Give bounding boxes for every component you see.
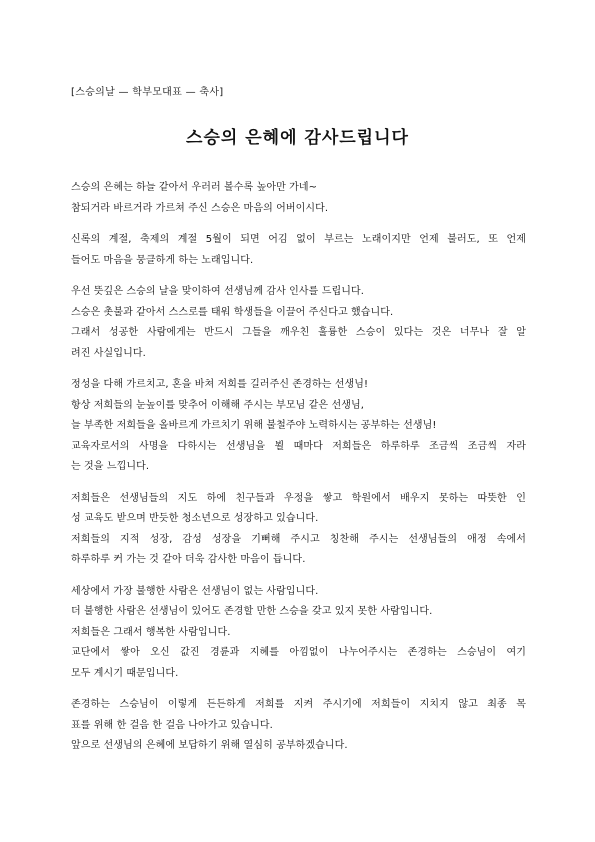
text-line: 정성을 다해 가르치고, 혼을 바쳐 저희를 길러주신 존경하는 선생님! — [71, 379, 369, 390]
text-line: 하루하루 커 가는 것 같아 더욱 감사한 마음이 듭니다. — [71, 554, 306, 565]
text-line: 표를 위해 한 걸음 한 걸음 나아가고 있습니다. — [71, 719, 273, 731]
paragraph — [71, 489, 526, 571]
paragraph — [71, 582, 526, 685]
text-line: 그래서 성공한 사람에게는 반드시 그들을 깨우친 훌륭한 스승이 있다는 것은 너무나 잘 알 — [71, 327, 526, 338]
text-line: 항상 저희들의 눈높이를 맞추어 이해해 주시는 부모님 같은 선생님, — [71, 399, 365, 411]
text-line: 저희들은 그래서 행복한 사람입니다. — [71, 626, 231, 638]
text-line: 신록의 계절, 축제의 계절 5월이 되면 어김 없이 부르는 노래이지만 언제 불러도, 또 언제 — [71, 234, 526, 245]
text-line: 성 교육도 받으며 반듯한 청소년으로 성장하고 있습니다. — [71, 513, 319, 524]
text-line: 모두 계시기 때문입니다. — [71, 667, 179, 679]
text-line: 교육자로서의 사명을 다하시는 선생님을 뵐 때마다 저희들은 하루하루 조금씩 조금씩 자라 — [71, 440, 526, 452]
paragraph — [71, 230, 526, 271]
text-line: 저희들의 지적 성장, 감성 성장을 기뻐해 주시고 칭찬해 주시는 선생님들의 애정 속에서 — [71, 533, 526, 545]
text-line: 스승은 촛불과 같아서 스스로를 태워 학생들을 이끌어 주신다고 했습니다. — [71, 306, 394, 318]
paragraph — [71, 282, 526, 364]
paragraph — [71, 695, 526, 757]
text-line: 더 불행한 사람은 선생님이 있어도 존경할 만한 스승을 갖고 있지 못한 사람입니다. — [71, 606, 433, 617]
text-line: 우선 뜻깊은 스승의 날을 맞이하여 선생님께 감사 인사를 드립니다. — [71, 286, 365, 297]
text-line: 존경하는 스승님이 이렇게 든든하게 저희를 지켜 주시기에 저희들이 지치지 않고 최종 목 — [71, 699, 526, 710]
text-line: 교단에서 쌓아 오신 값진 경륜과 지혜를 아낌없이 나누어주시는 존경하는 스승님이 여기 — [71, 647, 526, 658]
text-line: 저희들은 선생님들의 지도 하에 친구들과 우정을 쌓고 학원에서 배우지 못하는 따뜻한 인 — [71, 492, 526, 504]
text-line: 들어도 마음을 뭉클하게 하는 노래입니다. — [71, 254, 254, 266]
text-line: 려진 사실입니다. — [71, 347, 146, 359]
text-line: 앞으로 선생님의 은혜에 보답하기 위해 열심히 공부하겠습니다. — [71, 740, 348, 751]
text-line: 참되거라 바르거라 가르쳐 주신 스승은 마음의 어버이시다. — [71, 202, 329, 214]
paragraph — [71, 178, 526, 219]
text-line: 스승의 은혜는 하늘 같아서 우러러 볼수록 높아만 가네~ — [71, 182, 318, 193]
text-line: 늘 부족한 저희들을 올바르게 가르치기 위해 불철주야 노력하시는 공부하는 선생님! — [71, 420, 437, 431]
text-line: 세상에서 가장 불행한 사람은 선생님이 없는 사람입니다. — [71, 585, 319, 597]
text-line: 는 것을 느낍니다. — [71, 461, 150, 472]
page-title: 스승의 은혜에 감사드립니다 — [186, 128, 409, 148]
header-tag: [스승의날 — 학부모대표 — 축사] — [71, 87, 224, 98]
paragraph — [71, 375, 526, 478]
document-body — [71, 178, 526, 768]
